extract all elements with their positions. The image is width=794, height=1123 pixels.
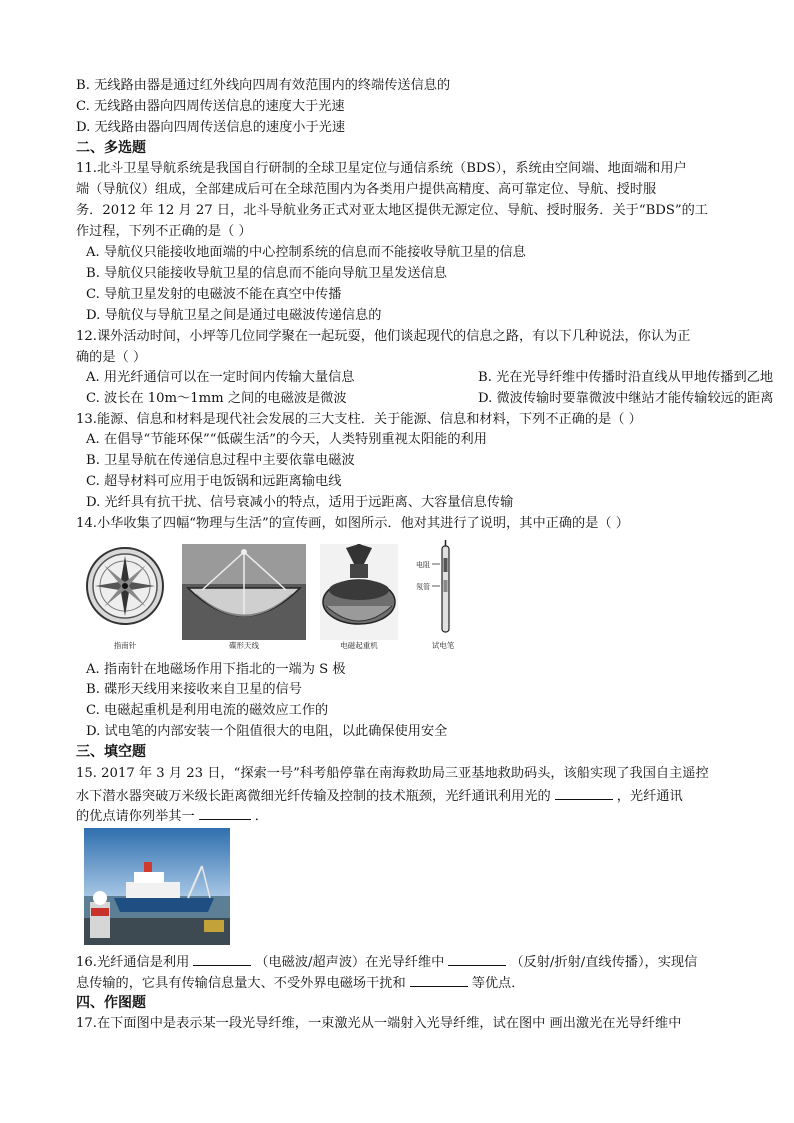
q15-line3-text: 的优点请你列举其一 bbox=[76, 809, 195, 824]
q16-line2-text: 息传输的，它具有传输信息量大、不受外界电磁场干扰和 bbox=[76, 976, 406, 991]
research-ship-photo bbox=[84, 828, 230, 945]
q14-figure-row bbox=[82, 540, 482, 655]
q13-option-d: D. 光纤具有抗干扰、信号衰减小的特点，适用于远距离、大容量信息传输 bbox=[86, 495, 514, 510]
q10-option-c: C. 无线路由器向四周传送信息的速度大于光速 bbox=[76, 99, 345, 114]
q16-line2-tail: 等优点． bbox=[471, 976, 525, 991]
q14-option-b: B. 碟形天线用来接收来自卫星的信号 bbox=[86, 682, 302, 697]
q11-option-a: A. 导航仪只能接收地面端的中心控制系统的信息而不能接收导航卫星的信息 bbox=[86, 245, 526, 260]
q12-stem-line2: 确的是（ ） bbox=[76, 350, 147, 365]
q12-option-a: A. 用光纤通信可以在一定时间内传输大量信息 bbox=[86, 370, 355, 385]
q16-line1-tail: （反射/折射/直线传播），实现信 bbox=[510, 955, 698, 970]
q11-stem-line1: 11.北斗卫星导航系统是我国自行研制的全球卫星定位与通信系统（BDS），系统由空间端、地面端和用户 bbox=[76, 161, 687, 176]
q14-option-a: A. 指南针在地磁场作用下指北的一端为 S 极 bbox=[86, 662, 346, 677]
section-heading-drawing: 四、作图题 bbox=[76, 995, 146, 1011]
q13-option-a: A. 在倡导“节能环保”“低碳生活”的今天，人类特别重视太阳能的利用 bbox=[86, 432, 487, 447]
q15-stem-line3 bbox=[76, 805, 722, 827]
research-ship-image bbox=[84, 828, 230, 945]
q13-option-b: B. 卫星导航在传递信息过程中主要依靠电磁波 bbox=[86, 453, 355, 468]
q11-option-b: B. 导航仪只能接收导航卫星的信息而不能向导航卫星发送信息 bbox=[86, 266, 447, 281]
q16-stem-line2 bbox=[76, 972, 722, 994]
q12-options-row1 bbox=[86, 368, 774, 388]
q14-option-c: C. 电磁起重机是利用电流的磁效应工作的 bbox=[86, 703, 329, 718]
section-heading-multiple-choice: 二、多选题 bbox=[76, 140, 146, 156]
compass-icon bbox=[82, 540, 168, 640]
electromagnet-crane-caption: 电磁起重机 bbox=[340, 641, 378, 650]
q15-line3-tail: ． bbox=[254, 809, 268, 824]
electromagnet-crane-icon bbox=[320, 544, 398, 640]
compass-figure bbox=[82, 540, 168, 655]
q10-option-b: B. 无线路由器是通过红外线向四周有效范围内的终端传送信息的 bbox=[76, 78, 451, 93]
q16-blank-1[interactable] bbox=[193, 951, 251, 966]
q17-stem-line1: 17.在下面图中是表示某一段光导纤维，一束激光从一端射入光导纤维，试在图中 画出激光在光导纤维中 bbox=[76, 1016, 682, 1031]
q11-option-c: C. 导航卫星发射的电磁波不能在真空中传播 bbox=[86, 287, 342, 302]
q14-option-d: D. 试电笔的内部安装一个阻值很大的电阻，以此确保使用安全 bbox=[86, 724, 448, 739]
test-pencil-caption: 试电笔 bbox=[431, 641, 455, 650]
q15-blank-1[interactable] bbox=[555, 785, 613, 800]
q11-stem-line3: 务．2012 年 12 月 27 日，北斗导航业务正式对亚太地区提供无源定位、导航、授时服务．关于“BDS”的工 bbox=[76, 203, 708, 218]
q16-blank-2[interactable] bbox=[448, 951, 506, 966]
q16-blank-3[interactable] bbox=[410, 972, 468, 987]
q16-line1-mid: （电磁波/超声波）在光导纤维中 bbox=[255, 955, 445, 970]
q12-option-d: D. 微波传输时要靠微波中继站才能传输较远的距离 bbox=[478, 391, 774, 406]
q15-stem-line1: 15. 2017 年 3 月 23 日，“探索一号”科考船停靠在南海救助局三亚基地救助码头，该船实现了我国自主遥控 bbox=[76, 766, 709, 781]
test-pencil-icon bbox=[412, 540, 474, 640]
q11-option-d: D. 导航仪与导航卫星之间是通过电磁波传递信息的 bbox=[86, 308, 382, 323]
q15-line2-text: 水下潜水器突破万米级长距离微细光纤传输及控制的技术瓶颈，光纤通讯利用光的 bbox=[76, 789, 551, 804]
q12-stem-line1: 12.课外活动时间，小坪等几位同学聚在一起玩耍，他们谈起现代的信息之路，有以下几种说法，你认为正 bbox=[76, 329, 691, 344]
q16-line1-text: 16.光纤通信是利用 bbox=[76, 955, 190, 970]
dish-antenna-icon bbox=[182, 544, 306, 640]
q12-option-c: C. 波长在 10m～1mm 之间的电磁波是微波 bbox=[86, 391, 347, 406]
q16-stem-line1 bbox=[76, 951, 722, 973]
q12-options-row2 bbox=[86, 389, 774, 409]
q10-option-d: D. 无线路由器向四周传送信息的速度小于光速 bbox=[76, 120, 346, 135]
electromagnet-crane-figure bbox=[320, 544, 398, 655]
q14-stem-line1: 14.小华收集了四幅“物理与生活”的宣传画，如图所示．他对其进行了说明，其中正确的是（ ） bbox=[76, 516, 629, 531]
dish-antenna-caption: 碟形天线 bbox=[229, 641, 259, 650]
q15-line2-tail: ，光纤通讯 bbox=[616, 789, 683, 804]
section-heading-fill-in: 三、填空题 bbox=[76, 744, 146, 760]
q13-option-c: C. 超导材料可应用于电饭锅和远距离输电线 bbox=[86, 474, 342, 489]
q15-stem-line2 bbox=[76, 785, 722, 807]
q12-option-b: B. 光在光导纤维中传播时沿直线从甲地传播到乙地 bbox=[478, 370, 774, 385]
test-pencil-figure bbox=[412, 540, 474, 655]
pen-label-neon-tube: 氖管 bbox=[416, 583, 430, 591]
q11-stem-line2: 端（导航仪）组成，全部建成后可在全球范围内为各类用户提供高精度、高可靠定位、导航、授时服 bbox=[76, 182, 657, 197]
q15-blank-2[interactable] bbox=[199, 805, 251, 820]
pen-label-resistor: 电阻 bbox=[416, 561, 430, 569]
q11-stem-line4: 作过程，下列不正确的是（ ） bbox=[76, 224, 252, 239]
compass-caption: 指南针 bbox=[113, 641, 137, 650]
q13-stem-line1: 13.能源、信息和材料是现代社会发展的三大支柱．关于能源、信息和材料，下列不正确的是（ ） bbox=[76, 412, 642, 427]
dish-antenna-figure bbox=[182, 544, 306, 655]
